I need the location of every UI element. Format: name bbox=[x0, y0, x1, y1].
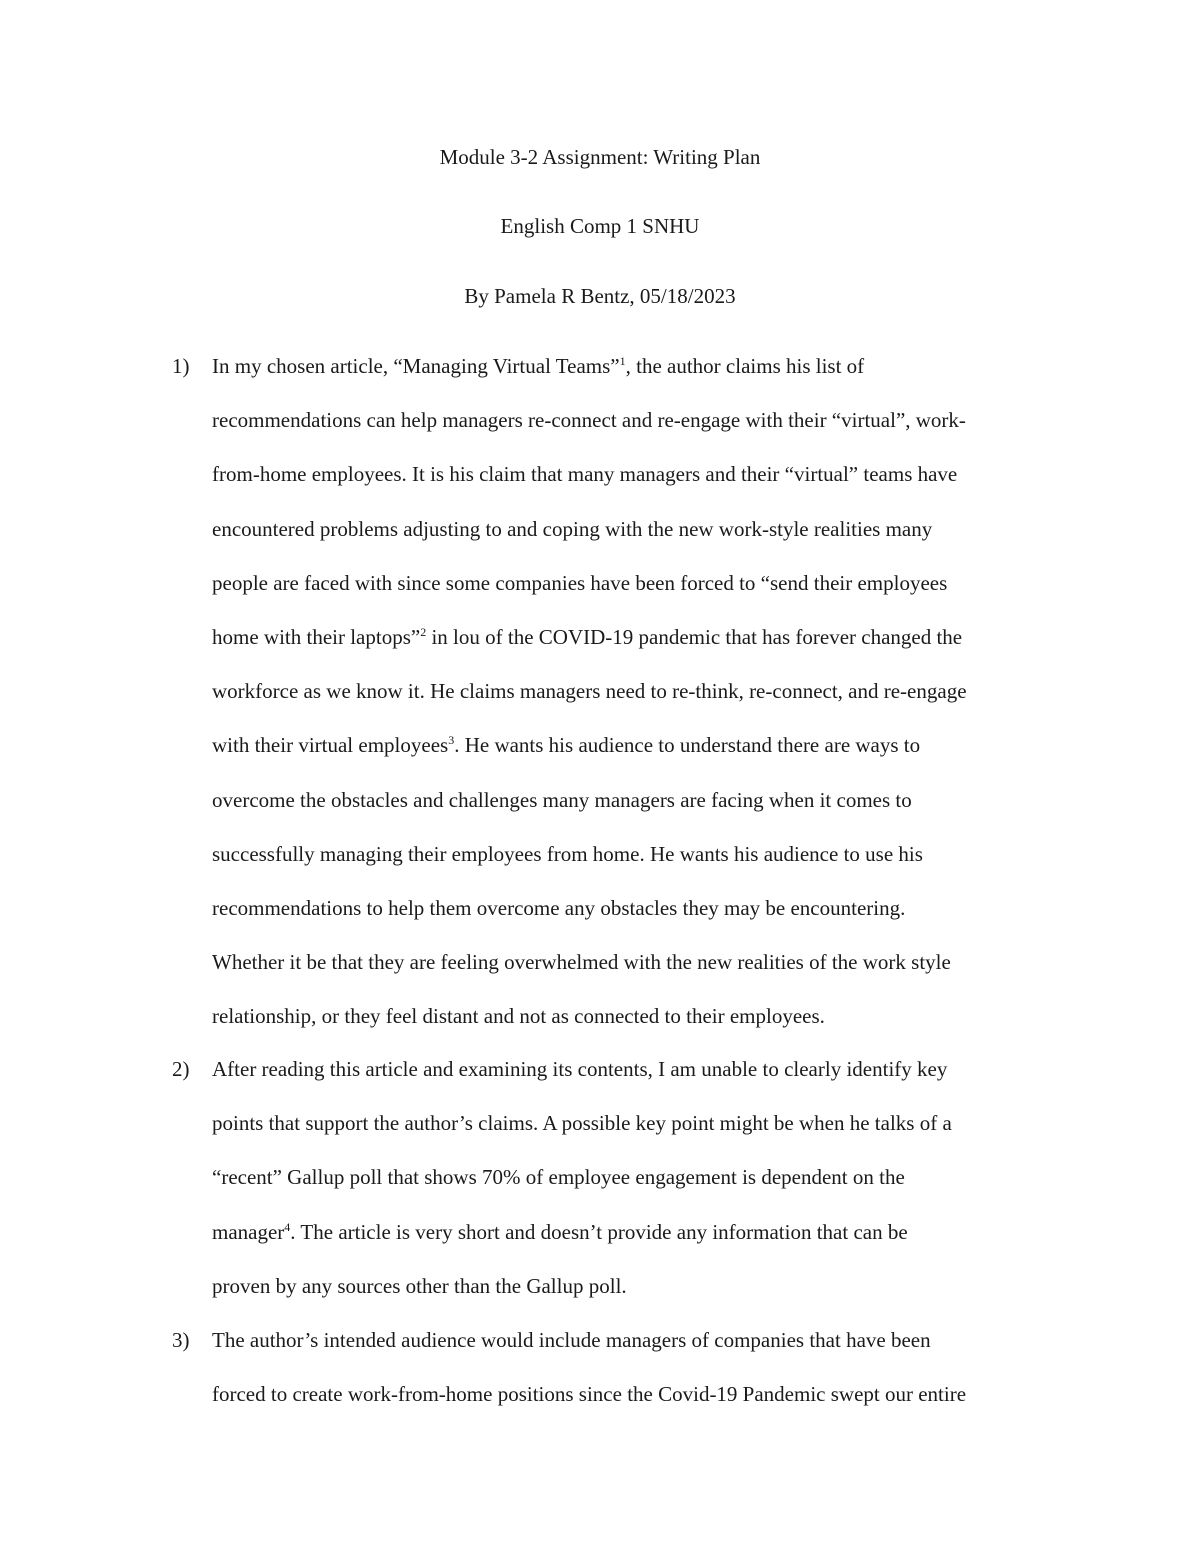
line-text: home with their laptops” bbox=[212, 625, 421, 649]
paragraph-line bbox=[212, 1217, 1072, 1247]
paragraph-line: proven by any sources other than the Gallup poll. bbox=[212, 1274, 627, 1298]
paragraph-line: Whether it be that they are feeling overwhelmed with the new realities of the work style bbox=[212, 950, 951, 974]
footnote-marker: 4 bbox=[284, 1220, 291, 1234]
paragraph-line: recommendations can help managers re-connect and re-engage with their “virtual”, work- bbox=[212, 408, 966, 432]
paragraph-line: encountered problems adjusting to and coping with the new work-style realities many bbox=[212, 517, 933, 541]
line-text: In my chosen article, “Managing Virtual Teams” bbox=[212, 354, 620, 378]
list-item-number: 2) bbox=[172, 1057, 190, 1081]
paragraph-line bbox=[212, 351, 1072, 381]
paragraph-line: people are faced with since some companies have been forced to “send their employees bbox=[212, 571, 948, 595]
author-byline: By Pamela R Bentz, 05/18/2023 bbox=[464, 284, 736, 308]
paragraph-line: successfully managing their employees from home. He wants his audience to use his bbox=[212, 842, 923, 866]
footnote-marker: 1 bbox=[619, 354, 626, 368]
paragraph-line: from-home employees. It is his claim that many managers and their “virtual” teams have bbox=[212, 462, 958, 486]
paragraph-line: recommendations to help them overcome any obstacles they may be encountering. bbox=[212, 896, 906, 920]
paragraph-line: relationship, or they feel distant and not as connected to their employees. bbox=[212, 1004, 825, 1028]
footnote-marker: 2 bbox=[420, 625, 427, 639]
line-text: . He wants his audience to understand there are ways to bbox=[454, 733, 921, 757]
footnote-marker: 3 bbox=[448, 733, 455, 747]
line-text: in lou of the COVID-19 pandemic that has forever changed the bbox=[426, 625, 963, 649]
line-text: . The article is very short and doesn’t provide any information that can be bbox=[290, 1220, 908, 1244]
paragraph-line: overcome the obstacles and challenges many managers are facing when it comes to bbox=[212, 788, 912, 812]
paragraph-line: forced to create work-from-home positions since the Covid-19 Pandemic swept our entire bbox=[212, 1382, 967, 1406]
paragraph-line: The author’s intended audience would include managers of companies that have been bbox=[212, 1328, 931, 1352]
list-item-number: 3) bbox=[172, 1328, 190, 1352]
line-text: , the author claims his list of bbox=[625, 354, 865, 378]
paragraph-line: After reading this article and examining its contents, I am unable to clearly identify key bbox=[212, 1057, 948, 1081]
course-name: English Comp 1 SNHU bbox=[500, 214, 700, 238]
document-title: Module 3-2 Assignment: Writing Plan bbox=[439, 145, 761, 169]
paragraph-line: points that support the author’s claims. A possible key point might be when he talks of a bbox=[212, 1111, 952, 1135]
paragraph-line: workforce as we know it. He claims managers need to re-think, re-connect, and re-engage bbox=[212, 679, 967, 703]
paragraph-line: “recent” Gallup poll that shows 70% of employee engagement is dependent on the bbox=[212, 1165, 905, 1189]
paragraph-line bbox=[212, 622, 1072, 652]
line-text: manager bbox=[212, 1220, 285, 1244]
paragraph-line bbox=[212, 730, 1072, 760]
line-text: with their virtual employees bbox=[212, 733, 449, 757]
list-item-number: 1) bbox=[172, 354, 190, 378]
